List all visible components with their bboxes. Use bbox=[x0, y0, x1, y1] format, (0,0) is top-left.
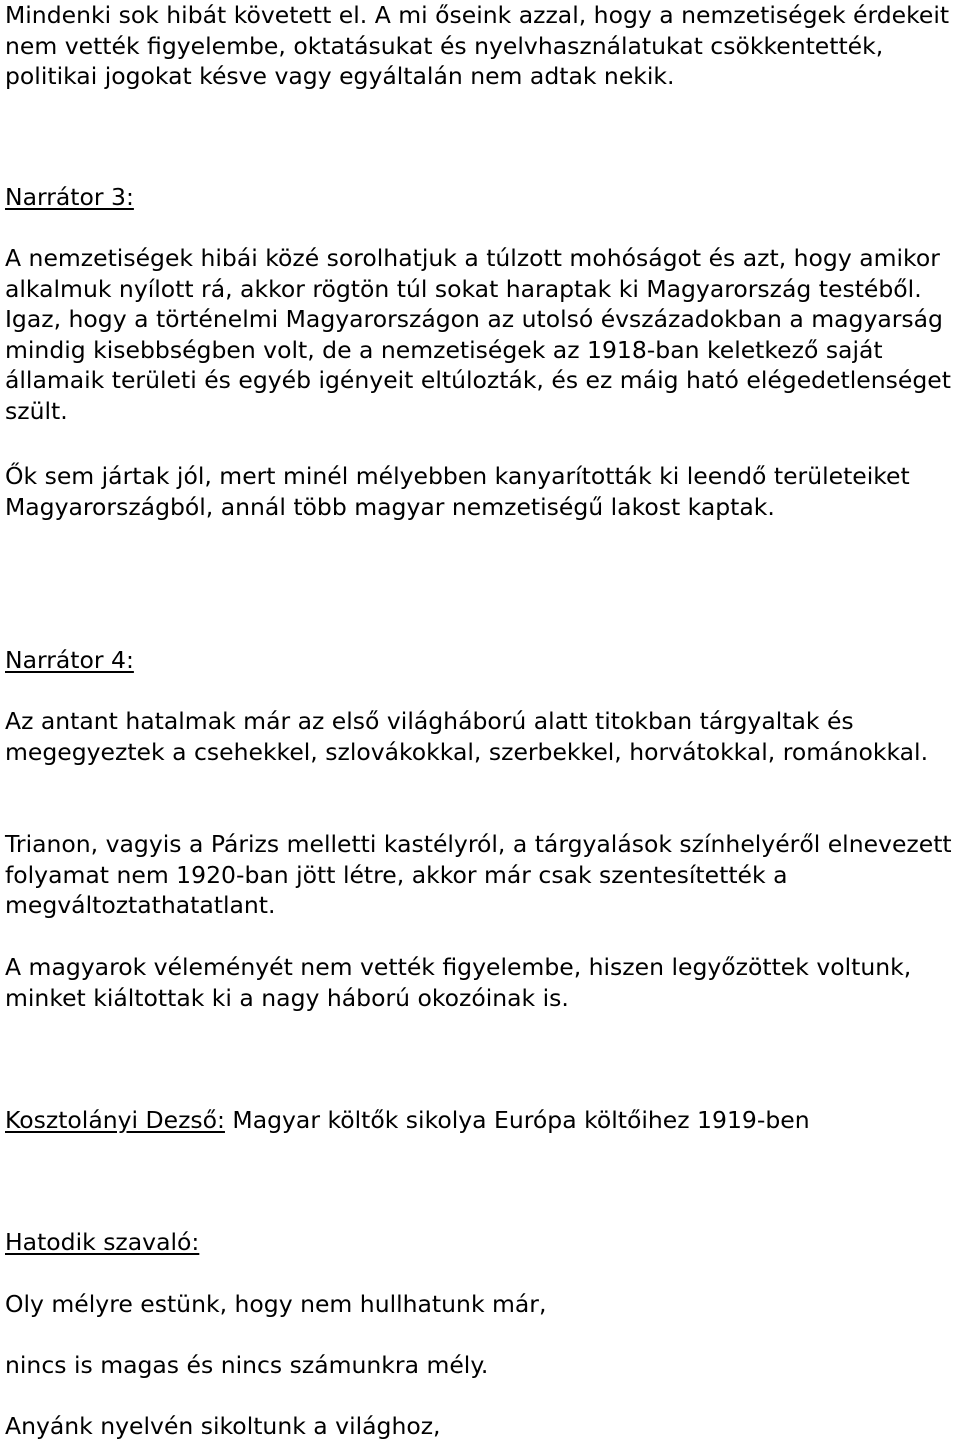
narrator-4-paragraph-2: Trianon, vagyis a Párizs melletti kastélyról, a tárgyalások színhelyéről elnevezett folyamat nem 1920-ban jött létre, akkor már csak szentesítették a megváltoztathatatlant. bbox=[5, 830, 952, 919]
narrator-3-heading bbox=[5, 182, 957, 213]
poem-author: Kosztolányi Dezső: bbox=[5, 1106, 225, 1134]
poem-line: Anyánk nyelvén sikoltunk a világhoz, bbox=[5, 1412, 441, 1440]
reciter-6-heading-text: Hatodik szavaló: bbox=[5, 1228, 200, 1256]
poem-line: Oly mélyre estünk, hogy nem hullhatunk már, bbox=[5, 1290, 547, 1318]
poem-title bbox=[5, 1105, 957, 1136]
narrator-4-heading-text: Narrátor 4: bbox=[5, 646, 134, 674]
reciter-6-heading bbox=[5, 1227, 957, 1258]
narrator-3-paragraph-1: A nemzetiségek hibái közé sorolhatjuk a túlzott mohóságot és azt, hogy amikor alkalmuk nyílott rá, akkor rögtön túl sokat haraptak ki Magyarország testéből. Igaz, hogy a történelmi Magyarországon az utolsó évszázadokban a magyarság mindig kisebbségben volt, de a nemzetiségek az 1918-ban keletkező saját államaik területi és egyéb igényeit eltúlozták, és ez máig ható elégedetlenséget szült. bbox=[5, 244, 951, 425]
intro-paragraph: Mindenki sok hibát követett el. A mi őseink azzal, hogy a nemzetiségek érdekeit nem vették figyelembe, oktatásukat és nyelvhasználatukat csökkentették, politikai jogokat késve vagy egyáltalán nem adtak nekik. bbox=[5, 1, 950, 90]
poem-title-text: Magyar költők sikolya Európa költőihez 1919-ben bbox=[224, 1106, 810, 1134]
narrator-3-heading-text: Narrátor 3: bbox=[5, 183, 134, 211]
narrator-4-heading bbox=[5, 645, 957, 676]
poem-line: nincs is magas és nincs számunkra mély. bbox=[5, 1351, 489, 1379]
narrator-4-paragraph-3: A magyarok véleményét nem vették figyelembe, hiszen legyőzöttek voltunk, minket kiáltottak ki a nagy háború okozóinak is. bbox=[5, 953, 912, 1012]
narrator-4-paragraph-1: Az antant hatalmak már az első világháború alatt titokban tárgyaltak és megegyeztek a csehekkel, szlovákokkal, szerbekkel, horvátokkal, románokkal. bbox=[5, 707, 929, 766]
narrator-3-paragraph-2: Ők sem jártak jól, mert minél mélyebben kanyarították ki leendő területeiket Magyarországból, annál több magyar nemzetiségű lakost kaptak. bbox=[5, 462, 910, 521]
